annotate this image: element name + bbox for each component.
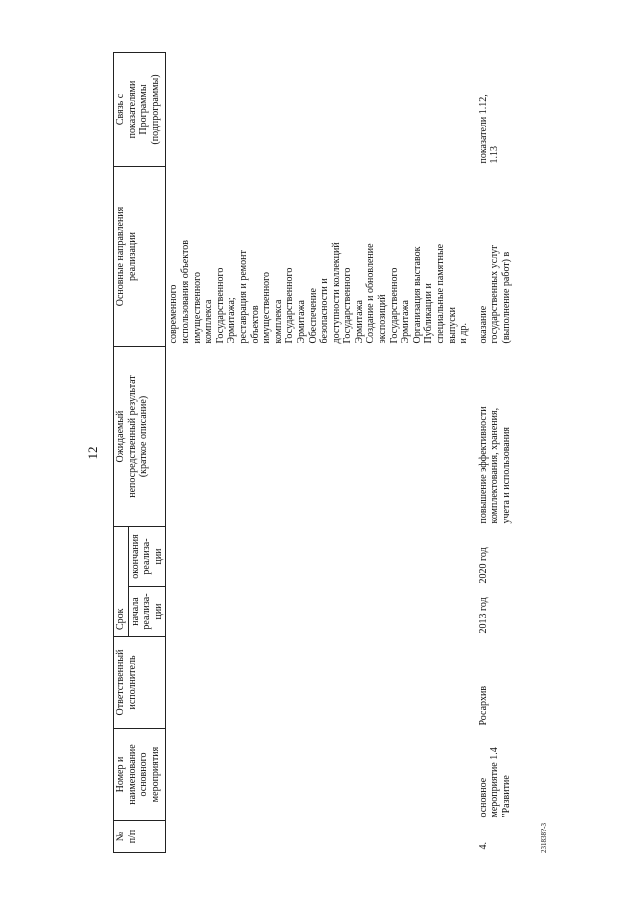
row4-start: 2013 год <box>477 596 489 633</box>
row4-result: повышение эффективности комплектования, хранения, учета и использования <box>477 405 512 523</box>
header-num: № п/п <box>114 820 166 852</box>
continuation-row <box>166 52 472 852</box>
program-table <box>113 52 515 853</box>
document-id: 231838?-3 <box>540 822 548 853</box>
header-directions: Основные направления реализации <box>114 166 166 346</box>
row4-num: 4. <box>477 841 489 849</box>
header-name: Номер и наименование основного мероприятия <box>114 728 166 820</box>
continuation-directions: современного использования объектов имущественного комплекса Государственного Эрмитажа; реставрация и ремонт объектов имущественного комплекса Государственного Эрмитажа Обеспечение безопасности и доступности коллекций Государственного Эрмитажа Создание и обновление экспозиций Государственного Эрмитажа Организация выставок Публикации и специальные памятные выпуски и др. <box>168 239 470 343</box>
row4-end: 2020 год <box>477 546 489 583</box>
header-result: Ожидаемый непосредственный результат (краткое описание) <box>114 346 166 526</box>
header-link: Связь с показателями Программы (подпрограммы) <box>114 52 166 166</box>
header-start: начала реализа- ции <box>128 586 166 636</box>
row4-executor: Росархив <box>477 685 489 725</box>
header-term: Срок <box>114 526 129 636</box>
header-row-1 <box>114 52 129 852</box>
header-executor: Ответственный исполнитель <box>114 636 166 728</box>
rotated-content <box>85 53 555 853</box>
page-number: 12 <box>85 446 100 459</box>
header-end: окончания реализа- ции <box>128 526 166 586</box>
table-row-4 <box>472 52 515 852</box>
row4-name: основное мероприятие 1.4 "Развитие <box>477 746 512 817</box>
row4-directions: оказание государственных услуг (выполнение работ) в <box>477 244 512 343</box>
row4-link: показатели 1.12, 1.13 <box>477 93 501 163</box>
